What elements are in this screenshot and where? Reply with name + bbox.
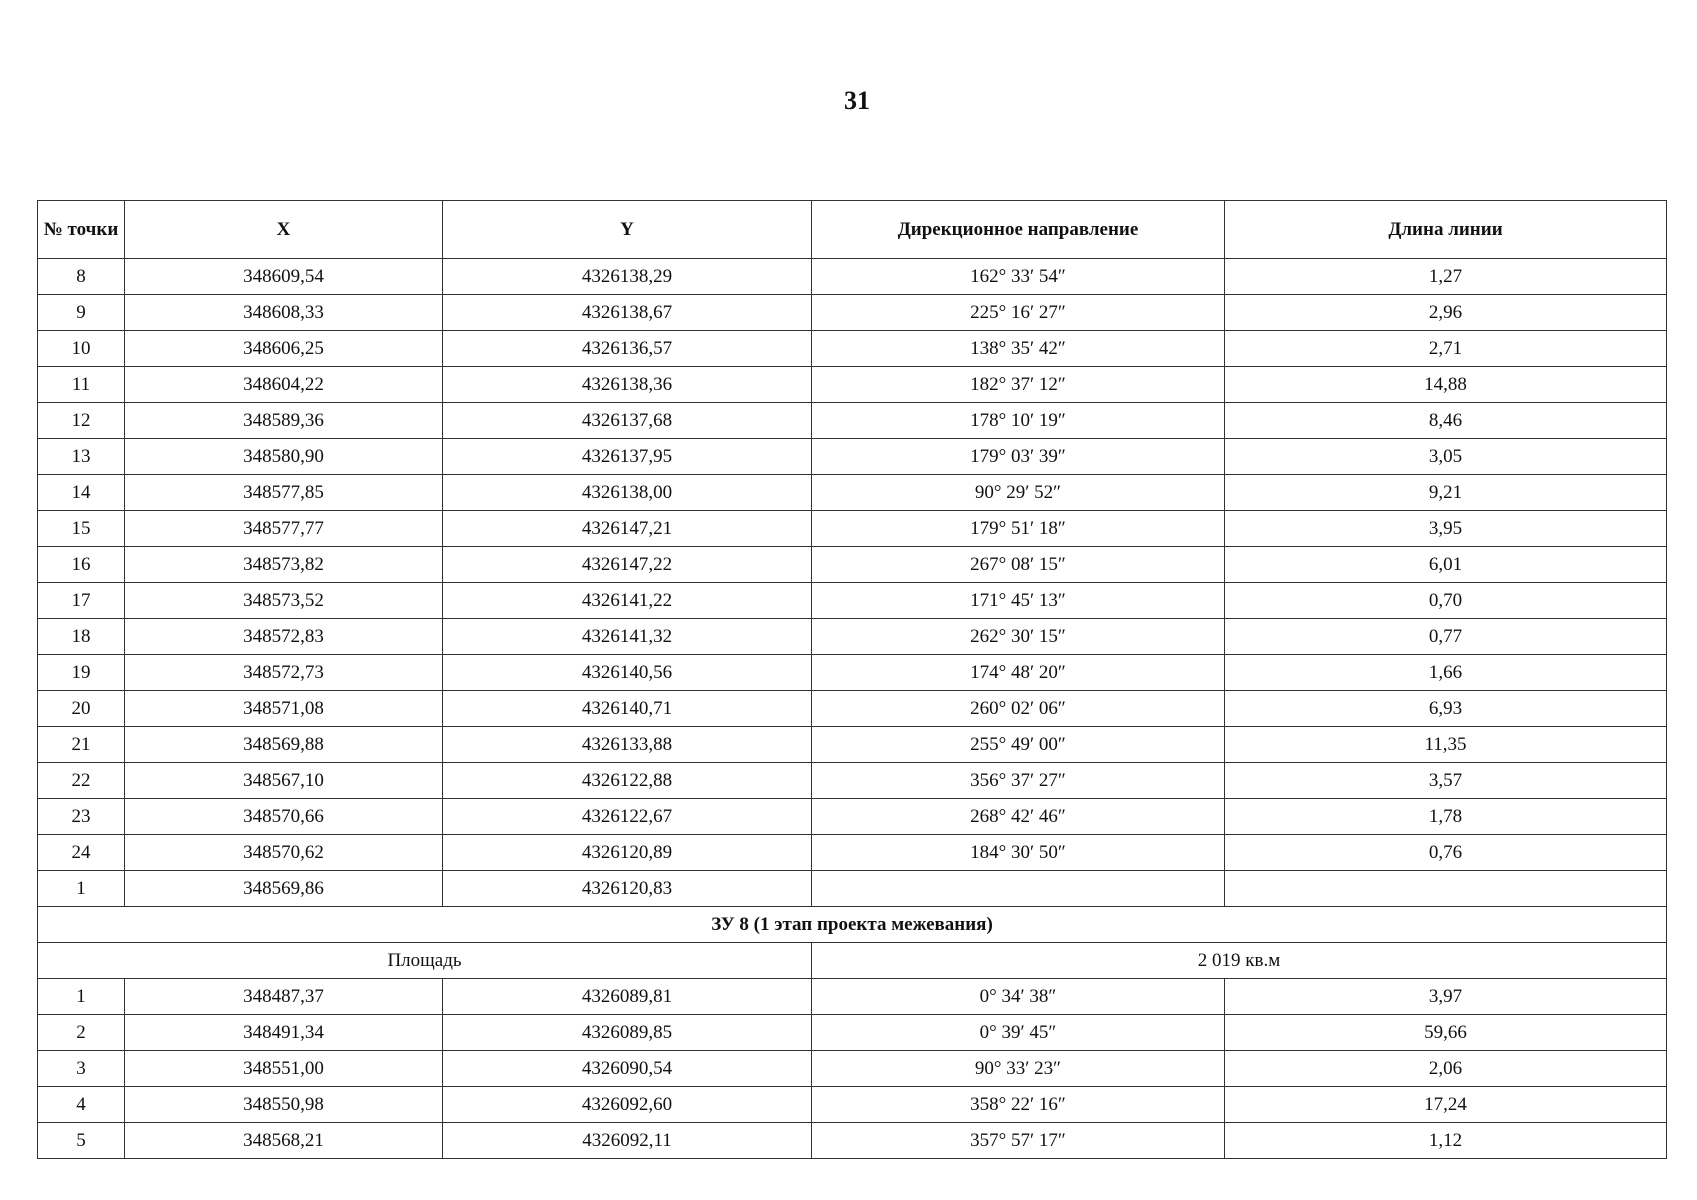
cell-direction: 184° 30′ 50″ [812, 835, 1225, 871]
cell-direction: 260° 02′ 06″ [812, 691, 1225, 727]
cell-length: 1,27 [1225, 259, 1667, 295]
cell-x: 348487,37 [125, 979, 443, 1015]
table-row [38, 1051, 1667, 1087]
cell-x: 348572,83 [125, 619, 443, 655]
cell-x: 348573,82 [125, 547, 443, 583]
cell-direction [812, 871, 1225, 907]
cell-direction: 90° 33′ 23″ [812, 1051, 1225, 1087]
cell-y: 4326141,22 [443, 583, 812, 619]
cell-x: 348568,21 [125, 1123, 443, 1159]
cell-length: 1,12 [1225, 1123, 1667, 1159]
cell-length: 3,05 [1225, 439, 1667, 475]
table-row [38, 475, 1667, 511]
cell-direction: 356° 37′ 27″ [812, 763, 1225, 799]
table-row [38, 727, 1667, 763]
cell-length: 0,70 [1225, 583, 1667, 619]
table-row [38, 763, 1667, 799]
cell-length: 11,35 [1225, 727, 1667, 763]
cell-x: 348573,52 [125, 583, 443, 619]
cell-y: 4326092,60 [443, 1087, 812, 1123]
table-row [38, 1015, 1667, 1051]
cell-direction: 182° 37′ 12″ [812, 367, 1225, 403]
cell-length: 1,66 [1225, 655, 1667, 691]
table-row [38, 1087, 1667, 1123]
cell-point-number: 12 [38, 403, 125, 439]
cell-x: 348567,10 [125, 763, 443, 799]
table-header [38, 201, 1667, 259]
cell-direction: 267° 08′ 15″ [812, 547, 1225, 583]
cell-length: 14,88 [1225, 367, 1667, 403]
table-body-before [38, 259, 1667, 907]
cell-length: 3,57 [1225, 763, 1667, 799]
cell-x: 348577,85 [125, 475, 443, 511]
header-y: Y [443, 201, 812, 259]
cell-direction: 179° 03′ 39″ [812, 439, 1225, 475]
cell-point-number: 10 [38, 331, 125, 367]
cell-y: 4326140,71 [443, 691, 812, 727]
cell-direction: 90° 29′ 52″ [812, 475, 1225, 511]
cell-x: 348569,86 [125, 871, 443, 907]
cell-y: 4326089,81 [443, 979, 812, 1015]
cell-y: 4326136,57 [443, 331, 812, 367]
cell-direction: 178° 10′ 19″ [812, 403, 1225, 439]
cell-direction: 171° 45′ 13″ [812, 583, 1225, 619]
table-row [38, 259, 1667, 295]
cell-y: 4326147,22 [443, 547, 812, 583]
cell-direction: 358° 22′ 16″ [812, 1087, 1225, 1123]
cell-point-number: 1 [38, 871, 125, 907]
coordinates-table [37, 200, 1667, 1159]
cell-x: 348580,90 [125, 439, 443, 475]
cell-length: 2,06 [1225, 1051, 1667, 1087]
cell-y: 4326122,67 [443, 799, 812, 835]
cell-length [1225, 871, 1667, 907]
table-row [38, 439, 1667, 475]
cell-length: 2,96 [1225, 295, 1667, 331]
cell-point-number: 20 [38, 691, 125, 727]
cell-y: 4326092,11 [443, 1123, 812, 1159]
header-length: Длина линии [1225, 201, 1667, 259]
cell-length: 1,78 [1225, 799, 1667, 835]
cell-direction: 262° 30′ 15″ [812, 619, 1225, 655]
cell-x: 348572,73 [125, 655, 443, 691]
table-row [38, 403, 1667, 439]
cell-direction: 255° 49′ 00″ [812, 727, 1225, 763]
area-label: Площадь [38, 943, 812, 979]
cell-x: 348577,77 [125, 511, 443, 547]
table-row [38, 331, 1667, 367]
cell-y: 4326133,88 [443, 727, 812, 763]
cell-length: 2,71 [1225, 331, 1667, 367]
header-direction: Дирекционное направление [812, 201, 1225, 259]
table-row [38, 799, 1667, 835]
cell-point-number: 4 [38, 1087, 125, 1123]
cell-y: 4326138,00 [443, 475, 812, 511]
cell-x: 348569,88 [125, 727, 443, 763]
cell-point-number: 1 [38, 979, 125, 1015]
cell-point-number: 22 [38, 763, 125, 799]
cell-length: 9,21 [1225, 475, 1667, 511]
table-row [38, 583, 1667, 619]
cell-point-number: 11 [38, 367, 125, 403]
cell-x: 348570,66 [125, 799, 443, 835]
header-x: X [125, 201, 443, 259]
cell-length: 0,77 [1225, 619, 1667, 655]
cell-length: 17,24 [1225, 1087, 1667, 1123]
area-row [38, 943, 1667, 979]
cell-y: 4326147,21 [443, 511, 812, 547]
cell-point-number: 14 [38, 475, 125, 511]
cell-y: 4326120,89 [443, 835, 812, 871]
page-number: 31 [844, 86, 870, 115]
table-row [38, 1123, 1667, 1159]
cell-length: 6,93 [1225, 691, 1667, 727]
cell-direction: 0° 34′ 38″ [812, 979, 1225, 1015]
table-row [38, 691, 1667, 727]
cell-point-number: 21 [38, 727, 125, 763]
cell-x: 348608,33 [125, 295, 443, 331]
cell-direction: 268° 42′ 46″ [812, 799, 1225, 835]
cell-length: 3,97 [1225, 979, 1667, 1015]
cell-y: 4326138,67 [443, 295, 812, 331]
cell-y: 4326089,85 [443, 1015, 812, 1051]
cell-point-number: 9 [38, 295, 125, 331]
table-row [38, 655, 1667, 691]
table-row [38, 979, 1667, 1015]
table-row [38, 619, 1667, 655]
area-value: 2 019 кв.м [812, 943, 1667, 979]
cell-x: 348609,54 [125, 259, 443, 295]
cell-point-number: 23 [38, 799, 125, 835]
cell-y: 4326138,36 [443, 367, 812, 403]
section-title-row [38, 907, 1667, 943]
cell-point-number: 13 [38, 439, 125, 475]
cell-x: 348571,08 [125, 691, 443, 727]
cell-length: 3,95 [1225, 511, 1667, 547]
cell-x: 348550,98 [125, 1087, 443, 1123]
cell-direction: 225° 16′ 27″ [812, 295, 1225, 331]
cell-y: 4326137,95 [443, 439, 812, 475]
cell-y: 4326137,68 [443, 403, 812, 439]
header-point-number: № точки [38, 201, 125, 259]
table-row [38, 835, 1667, 871]
cell-point-number: 24 [38, 835, 125, 871]
cell-direction: 174° 48′ 20″ [812, 655, 1225, 691]
cell-x: 348570,62 [125, 835, 443, 871]
cell-length: 59,66 [1225, 1015, 1667, 1051]
cell-point-number: 8 [38, 259, 125, 295]
table-row [38, 871, 1667, 907]
cell-point-number: 3 [38, 1051, 125, 1087]
cell-length: 6,01 [1225, 547, 1667, 583]
cell-x: 348491,34 [125, 1015, 443, 1051]
cell-point-number: 17 [38, 583, 125, 619]
cell-y: 4326138,29 [443, 259, 812, 295]
table-row [38, 367, 1667, 403]
cell-direction: 162° 33′ 54″ [812, 259, 1225, 295]
cell-length: 8,46 [1225, 403, 1667, 439]
cell-y: 4326120,83 [443, 871, 812, 907]
cell-length: 0,76 [1225, 835, 1667, 871]
cell-y: 4326141,32 [443, 619, 812, 655]
cell-y: 4326090,54 [443, 1051, 812, 1087]
cell-x: 348551,00 [125, 1051, 443, 1087]
cell-direction: 138° 35′ 42″ [812, 331, 1225, 367]
section-block [38, 907, 1667, 979]
cell-point-number: 15 [38, 511, 125, 547]
cell-direction: 179° 51′ 18″ [812, 511, 1225, 547]
cell-x: 348589,36 [125, 403, 443, 439]
cell-point-number: 2 [38, 1015, 125, 1051]
table-row [38, 295, 1667, 331]
cell-x: 348606,25 [125, 331, 443, 367]
cell-direction: 357° 57′ 17″ [812, 1123, 1225, 1159]
header-row [38, 201, 1667, 259]
table-row [38, 511, 1667, 547]
cell-point-number: 16 [38, 547, 125, 583]
table-row [38, 547, 1667, 583]
cell-point-number: 5 [38, 1123, 125, 1159]
cell-y: 4326122,88 [443, 763, 812, 799]
cell-x: 348604,22 [125, 367, 443, 403]
cell-point-number: 18 [38, 619, 125, 655]
cell-y: 4326140,56 [443, 655, 812, 691]
section-title: ЗУ 8 (1 этап проекта межевания) [38, 907, 1667, 943]
cell-point-number: 19 [38, 655, 125, 691]
cell-direction: 0° 39′ 45″ [812, 1015, 1225, 1051]
table-body-after [38, 979, 1667, 1159]
